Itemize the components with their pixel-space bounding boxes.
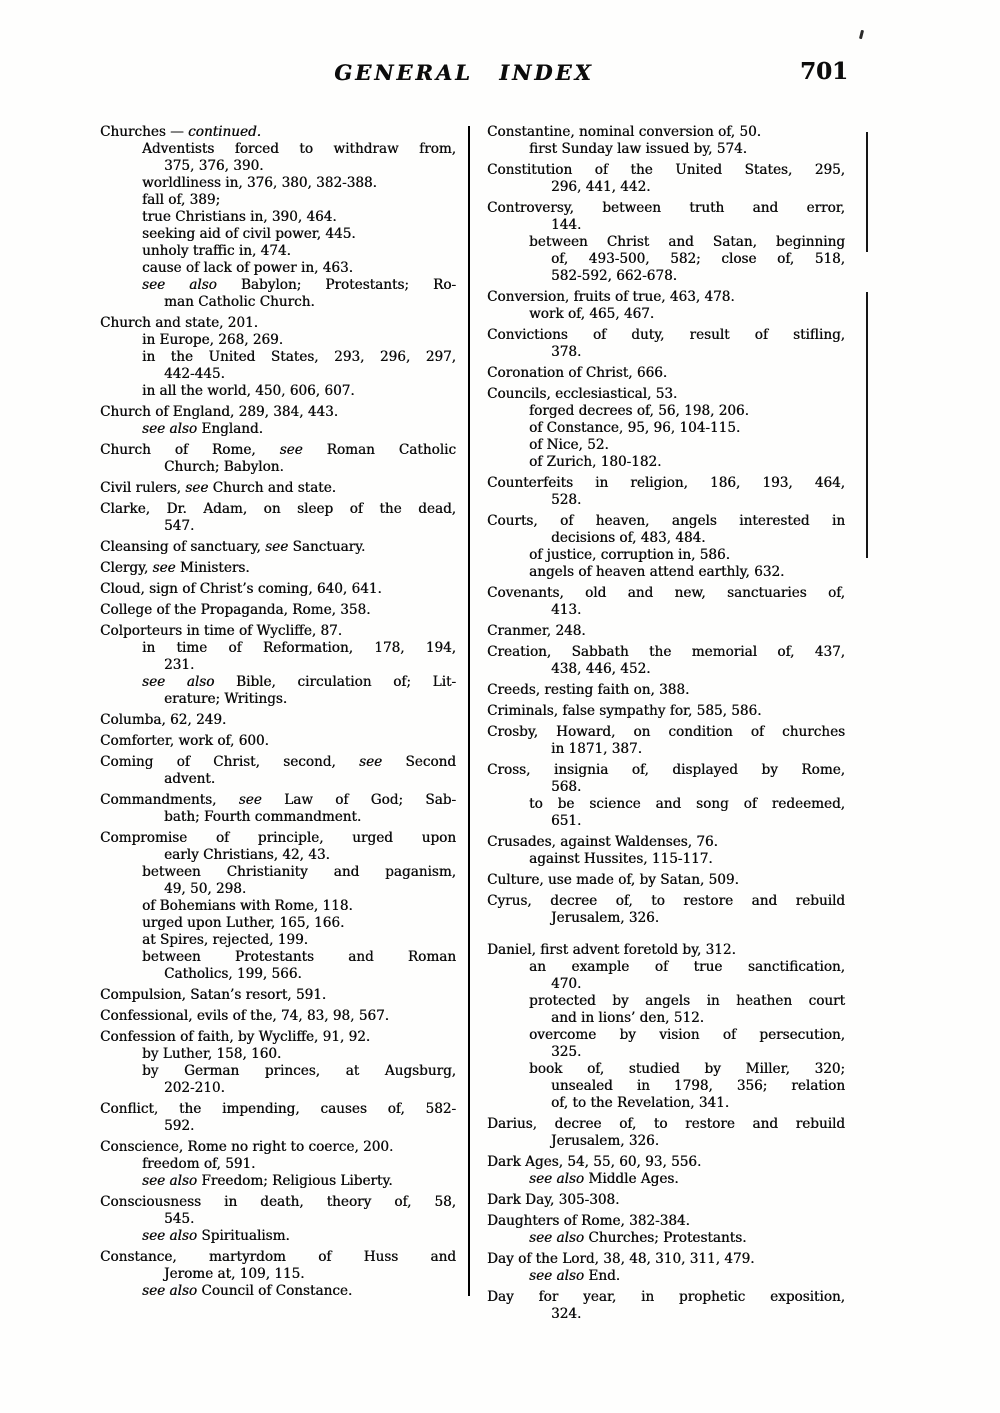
scan-edge-mark — [866, 132, 868, 252]
index-entry-line: Churches — continued. — [100, 124, 261, 140]
scan-edge-mark — [866, 292, 868, 558]
index-entry-line: Constitution of the United States, 295, — [487, 162, 845, 178]
index-entry-line: bath; Fourth commandment. — [164, 809, 362, 825]
index-entry-line: early Christians, 42, 43. — [164, 847, 330, 863]
index-group — [100, 830, 456, 983]
index-entry-line: angels of heaven attend earthly, 632. — [529, 564, 785, 580]
index-entry-line: by Luther, 158, 160. — [142, 1046, 282, 1062]
index-entry-line: Compulsion, Satan’s resort, 591. — [100, 987, 327, 1003]
index-group — [100, 712, 456, 729]
index-entry-line: Creation, Sabbath the memorial of, 437, — [487, 644, 845, 660]
index-entry-line: 592. — [164, 1118, 195, 1134]
index-entry-line: Darius, decree of, to restore and rebuild — [487, 1116, 845, 1132]
index-group — [487, 585, 845, 619]
index-entry-line: between Protestants and Roman — [142, 949, 456, 965]
index-entry-line: Coronation of Christ, 666. — [487, 365, 668, 381]
index-entry-line: fall of, 389; — [142, 192, 221, 208]
index-entry-line: 324. — [551, 1306, 582, 1322]
index-entry-line: 325. — [551, 1044, 582, 1060]
index-entry-line: see also End. — [529, 1268, 621, 1284]
index-entry-line: see also Babylon; Protestants; Ro- — [142, 277, 456, 293]
index-entry-line: 49, 50, 298. — [164, 881, 247, 897]
index-entry-line: of Nice, 52. — [529, 437, 609, 453]
index-entry-line: 582-592, 662-678. — [551, 268, 677, 284]
index-entry-line: Daughters of Rome, 382-384. — [487, 1213, 690, 1229]
index-entry-line: of, 493-500, 582; close of, 518, — [551, 251, 845, 267]
index-entry-line: between Christ and Satan, beginning — [529, 234, 845, 250]
index-entry-line: see also Middle Ages. — [529, 1171, 679, 1187]
index-entry-line: in time of Reformation, 178, 194, — [142, 640, 456, 656]
index-entry-line: in the United States, 293, 296, 297, — [142, 349, 456, 365]
index-entry-line: of Constance, 95, 96, 104-115. — [529, 420, 741, 436]
index-entry-line: forged decrees of, 56, 198, 206. — [529, 403, 749, 419]
index-entry-line: Church of Rome, see Roman Catholic — [100, 442, 456, 458]
index-entry-line: 547. — [164, 518, 195, 534]
index-group — [100, 539, 456, 556]
index-entry-line: Clergy, see Ministers. — [100, 560, 250, 576]
index-entry-line: Church; Babylon. — [164, 459, 284, 475]
index-entry-line: 378. — [551, 344, 582, 360]
index-entry-line: Jerusalem, 326. — [551, 1133, 660, 1149]
index-entry-line: Church of England, 289, 384, 443. — [100, 404, 339, 420]
index-entry-line: protected by angels in heathen court — [529, 993, 845, 1009]
index-entry-line: 438, 446, 452. — [551, 661, 651, 677]
column-divider-rule — [468, 126, 470, 1296]
index-group — [100, 501, 456, 535]
index-entry-line: 413. — [551, 602, 582, 618]
index-group — [100, 442, 456, 476]
index-entry-line: Consciousness in death, theory of, 58, — [100, 1194, 456, 1210]
index-group — [487, 893, 845, 927]
index-entry-line: unholy traffic in, 474. — [142, 243, 291, 259]
index-entry-line: of Zurich, 180-182. — [529, 454, 662, 470]
index-entry-line: Cloud, sign of Christ’s coming, 640, 641. — [100, 581, 382, 597]
index-entry-line: advent. — [164, 771, 216, 787]
index-entry-line: of Bohemians with Rome, 118. — [142, 898, 353, 914]
index-group — [487, 872, 845, 889]
index-entry-line: book of, studied by Miller, 320; — [529, 1061, 845, 1077]
index-entry-line: Confession of faith, by Wycliffe, 91, 92. — [100, 1029, 371, 1045]
index-group — [487, 162, 845, 196]
index-entry-line: see also Churches; Protestants. — [529, 1230, 747, 1246]
index-entry-line: at Spires, rejected, 199. — [142, 932, 308, 948]
index-entry-line: 144. — [551, 217, 582, 233]
index-entry-line: seeking aid of civil power, 445. — [142, 226, 356, 242]
index-entry-line: 296, 441, 442. — [551, 179, 651, 195]
index-group — [487, 289, 845, 323]
index-entry-line: work of, 465, 467. — [529, 306, 655, 322]
index-group — [487, 1213, 845, 1247]
index-group — [487, 327, 845, 361]
index-entry-line: Courts, of heaven, angels interested in — [487, 513, 845, 529]
index-group — [487, 724, 845, 758]
index-group — [487, 942, 845, 1112]
index-entry-line: overcome by vision of persecution, — [529, 1027, 845, 1043]
index-group — [100, 404, 456, 438]
index-entry-line: Catholics, 199, 566. — [164, 966, 302, 982]
index-group — [487, 682, 845, 699]
index-entry-line: erature; Writings. — [164, 691, 288, 707]
index-entry-line: urged upon Luther, 165, 166. — [142, 915, 345, 931]
index-entry-line: Dark Day, 305-308. — [487, 1192, 620, 1208]
index-entry-line: Councils, ecclesiastical, 53. — [487, 386, 678, 402]
index-entry-line: in all the world, 450, 606, 607. — [142, 383, 355, 399]
index-entry-line: Creeds, resting faith on, 388. — [487, 682, 690, 698]
index-entry-line: 568. — [551, 779, 582, 795]
index-group — [487, 1192, 845, 1209]
index-entry-line: Jerome at, 109, 115. — [164, 1266, 305, 1282]
index-entry-line: Constantine, nominal conversion of, 50. — [487, 124, 761, 140]
index-entry-line: by German princes, at Augsburg, — [142, 1063, 456, 1079]
index-group — [100, 733, 456, 750]
index-entry-line: man Catholic Church. — [164, 294, 315, 310]
index-entry-line: between Christianity and paganism, — [142, 864, 456, 880]
index-entry-line: Day of the Lord, 38, 48, 310, 311, 479. — [487, 1251, 755, 1267]
index-group — [100, 1008, 456, 1025]
index-group — [487, 1289, 845, 1323]
index-entry-line: Conflict, the impending, causes of, 582- — [100, 1101, 456, 1117]
index-entry-line: Covenants, old and new, sanctuaries of, — [487, 585, 845, 601]
index-entry-line: Crosby, Howard, on condition of churches — [487, 724, 845, 740]
index-group — [487, 1154, 845, 1188]
index-group — [100, 623, 456, 708]
index-entry-line: Day for year, in prophetic exposition, — [487, 1289, 845, 1305]
index-entry-line: see also England. — [142, 421, 263, 437]
index-entry-line: Controversy, between truth and error, — [487, 200, 845, 216]
index-group — [487, 1251, 845, 1285]
index-group — [100, 480, 456, 497]
index-entry-line: 528. — [551, 492, 582, 508]
index-entry-line: cause of lack of power in, 463. — [142, 260, 353, 276]
index-group — [100, 602, 456, 619]
index-entry-line: 442-445. — [164, 366, 225, 382]
index-entry-line: Convictions of duty, result of stifling, — [487, 327, 845, 343]
index-group — [487, 623, 845, 640]
index-entry-line: 651. — [551, 813, 582, 829]
index-entry-line: Commandments, see Law of God; Sab- — [100, 792, 456, 808]
index-group — [487, 644, 845, 678]
index-group — [100, 987, 456, 1004]
index-group — [487, 703, 845, 720]
index-group — [487, 762, 845, 830]
index-entry-line: see also Council of Constance. — [142, 1283, 353, 1299]
index-group — [100, 581, 456, 598]
index-entry-line: 545. — [164, 1211, 195, 1227]
index-group — [100, 754, 456, 788]
index-group — [100, 1249, 456, 1300]
index-group — [487, 124, 845, 158]
index-group — [487, 513, 845, 581]
index-entry-line: Columba, 62, 249. — [100, 712, 227, 728]
left-column — [100, 124, 456, 1304]
index-entry-line: Compromise of principle, urged upon — [100, 830, 456, 846]
page-number: 701 — [799, 58, 848, 85]
index-group — [487, 475, 845, 509]
index-entry-line: Cyrus, decree of, to restore and rebuild — [487, 893, 845, 909]
index-group — [100, 792, 456, 826]
index-entry-line: true Christians in, 390, 464. — [142, 209, 337, 225]
index-entry-line: see also Freedom; Religious Liberty. — [142, 1173, 393, 1189]
index-entry-line: against Hussites, 115-117. — [529, 851, 713, 867]
index-entry-line: Colporteurs in time of Wycliffe, 87. — [100, 623, 343, 639]
index-group — [100, 124, 456, 311]
index-entry-line: 470. — [551, 976, 582, 992]
index-entry-line: of, to the Revelation, 341. — [551, 1095, 730, 1111]
index-entry-line: first Sunday law issued by, 574. — [529, 141, 747, 157]
index-group — [100, 1101, 456, 1135]
index-entry-line: see also Bible, circulation of; Lit- — [142, 674, 456, 690]
index-entry-line: Cleansing of sanctuary, see Sanctuary. — [100, 539, 366, 555]
index-entry-line: Church and state, 201. — [100, 315, 258, 331]
index-entry-line: Crusades, against Waldenses, 76. — [487, 834, 718, 850]
index-entry-line: Clarke, Dr. Adam, on sleep of the dead, — [100, 501, 456, 517]
index-entry-line: Jerusalem, 326. — [551, 910, 660, 926]
index-entry-line: freedom of, 591. — [142, 1156, 256, 1172]
page-title: GENERAL INDEX — [334, 60, 594, 85]
index-entry-line: Dark Ages, 54, 55, 60, 93, 556. — [487, 1154, 702, 1170]
index-entry-line: Adventists forced to withdraw from, — [142, 141, 456, 157]
index-group — [487, 386, 845, 471]
index-entry-line: Civil rulers, see Church and state. — [100, 480, 336, 496]
index-entry-line: Confessional, evils of the, 74, 83, 98, 567. — [100, 1008, 389, 1024]
index-group — [100, 560, 456, 577]
index-entry-line: 231. — [164, 657, 195, 673]
index-entry-line: of justice, corruption in, 586. — [529, 547, 730, 563]
index-entry-line: 202-210. — [164, 1080, 225, 1096]
index-group — [100, 1194, 456, 1245]
index-entry-line: decisions of, 483, 484. — [551, 530, 706, 546]
index-group — [100, 315, 456, 400]
index-group — [100, 1029, 456, 1097]
index-group — [487, 834, 845, 868]
index-entry-line: and in lions’ den, 512. — [551, 1010, 704, 1026]
index-entry-line: Cross, insignia of, displayed by Rome, — [487, 762, 845, 778]
right-column — [487, 124, 845, 1327]
index-entry-line: Coming of Christ, second, see Second — [100, 754, 456, 770]
index-entry-line: Constance, martyrdom of Huss and — [100, 1249, 456, 1265]
index-group — [487, 1116, 845, 1150]
index-entry-line: College of the Propaganda, Rome, 358. — [100, 602, 371, 618]
index-entry-line: in 1871, 387. — [551, 741, 642, 757]
index-entry-line: see also Spiritualism. — [142, 1228, 290, 1244]
index-entry-line: an example of true sanctification, — [529, 959, 845, 975]
index-entry-line: in Europe, 268, 269. — [142, 332, 284, 348]
index-entry-line: Conscience, Rome no right to coerce, 200. — [100, 1139, 394, 1155]
index-entry-line: Cranmer, 248. — [487, 623, 586, 639]
index-entry-line: 375, 376, 390. — [164, 158, 264, 174]
index-entry-line: Culture, use made of, by Satan, 509. — [487, 872, 739, 888]
index-group — [487, 200, 845, 285]
index-entry-line: Criminals, false sympathy for, 585, 586. — [487, 703, 762, 719]
index-entry-line: Daniel, first advent foretold by, 312. — [487, 942, 736, 958]
index-entry-line: Conversion, fruits of true, 463, 478. — [487, 289, 735, 305]
index-entry-line: Counterfeits in religion, 186, 193, 464, — [487, 475, 845, 491]
index-entry-line: to be science and song of redeemed, — [529, 796, 845, 812]
index-entry-line: worldliness in, 376, 380, 382-388. — [142, 175, 377, 191]
index-entry-line: Comforter, work of, 600. — [100, 733, 269, 749]
index-group — [487, 365, 845, 382]
index-entry-line: unsealed in 1798, 356; relation — [551, 1078, 845, 1094]
index-group — [100, 1139, 456, 1190]
scan-artifact — [859, 30, 864, 39]
